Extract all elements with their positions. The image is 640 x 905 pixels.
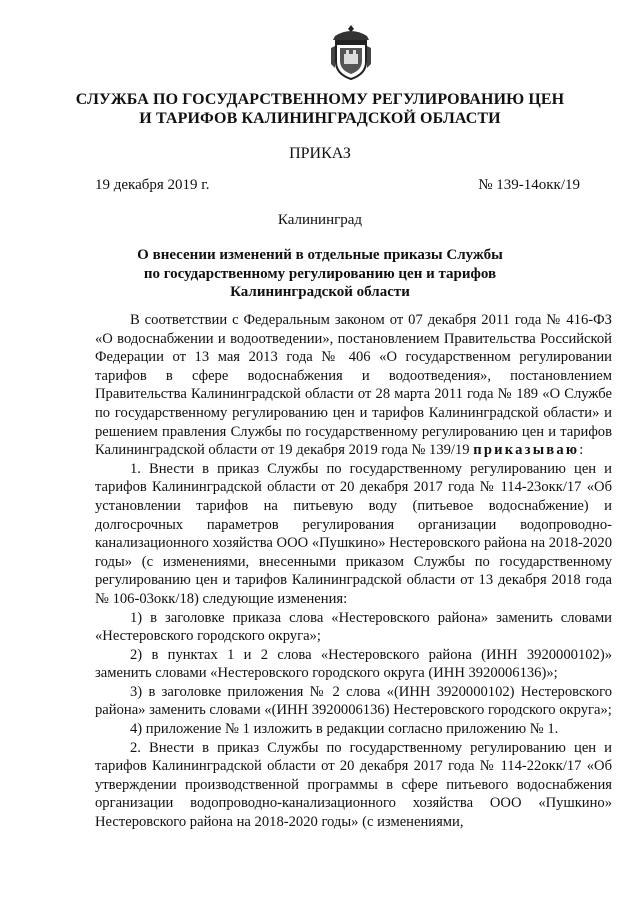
item-1-1-paragraph: 1) в заголовке приказа слова «Нестеровского района» заменить словами «Нестеровского городского округа»; <box>95 609 612 645</box>
coat-of-arms-icon <box>329 24 373 80</box>
document-date: 19 декабря 2019 г. <box>95 177 210 193</box>
organization-line-1: СЛУЖБА ПО ГОСУДАРСТВЕННОМУ РЕГУЛИРОВАНИЮ ЦЕН <box>75 91 565 108</box>
preamble-paragraph: В соответствии с Федеральным законом от 07 декабря 2011 года № 416-ФЗ «О водоснабжении и водоотведении», постановлением Правительства Российской Федерации от 13 мая 2013 года № 406 «О государственном регулировании тарифов в сфере водоснабжения и водоотведения», постановлением Правительства Калининградской области от 28 марта 2011 года № 189 «О Службе по государственному регулированию цен и тарифов Калининградской области» и решением правления Службы по государственному регулированию цен и тарифов Калининградской области от 19 декабря 2019 года № 139/19 приказываю: <box>95 312 612 459</box>
subject-line-1: О внесении изменений в отдельные приказы Службы <box>137 247 503 263</box>
document-city: Калининград <box>277 212 363 228</box>
item-1-3-paragraph: 3) в заголовке приложения № 2 слова «(ИНН 3920000102) Нестеровского района» заменить словами «(ИНН 3920006136) Нестеровского городского округа»; <box>95 683 612 719</box>
organization-name <box>60 90 580 128</box>
subject-line-2: по государственному регулированию цен и тарифов <box>143 265 497 282</box>
document-subject <box>120 246 520 302</box>
document-type: ПРИКАЗ <box>289 145 351 162</box>
subject-line-3: Калининградской области <box>230 284 410 300</box>
item-2-paragraph: 2. Внести в приказ Службы по государственному регулированию цен и тарифов Калининградской области от 20 декабря 2017 года № 114-22окк/17 «Об утверждении производственной программы в сфере питьевого водоснабжения организации водопроводно-канализационного хозяйства ООО «Пушкино» Нестеровского района на 2018-2020 годы» (с изменениями, <box>95 739 612 831</box>
document-number: № 139-14окк/19 <box>478 177 580 193</box>
organization-line-2: И ТАРИФОВ КАЛИНИНГРАДСКОЙ ОБЛАСТИ <box>139 110 501 127</box>
order-word: приказываю <box>473 442 580 459</box>
item-1-2-paragraph: 2) в пунктах 1 и 2 слова «Нестеровского района (ИНН 3920000102)» заменить словами «Нестеровского городского округа (ИНН 3920006136)»; <box>95 646 612 682</box>
document-body <box>95 311 612 832</box>
item-1-paragraph: 1. Внести в приказ Службы по государственному регулированию цен и тарифов Калининградской области от 20 декабря 2017 года № 114-23окк/17 «Об установлении тарифов на питьевую воду (питьевое водоснабжение) и долгосрочных параметров регулирования организации водопроводно-канализационного хозяйства ООО «Пушкино» Нестеровского района на 2018-2020 годы» (с изменениями, внесенными приказом Службы по государственному регулированию цен и тарифов Калининградской области от 13 декабря 2018 года № 106-03окк/18) следующие изменения: <box>95 460 612 607</box>
preamble-text: В соответствии с Федеральным законом от 07 декабря 2011 года № 416-ФЗ «О водоснабжении и водоотведении», постановлением Правительства Российской Федерации от 13 мая 2013 года № 406 «О государственном регулировании тарифов в сфере водоснабжения и водоотведения», постановлением Правительства Калининградской области от 28 марта 2011 года № 189 «О Службе по государственному регулированию цен и тарифов Калининградской области» и решением правления Службы по государственному регулированию цен и тарифов Калининградской области от 19 декабря 2019 года № 139/19 <box>95 312 612 459</box>
item-1-4-paragraph: 4) приложение № 1 изложить в редакции согласно приложению № 1. <box>130 721 559 738</box>
